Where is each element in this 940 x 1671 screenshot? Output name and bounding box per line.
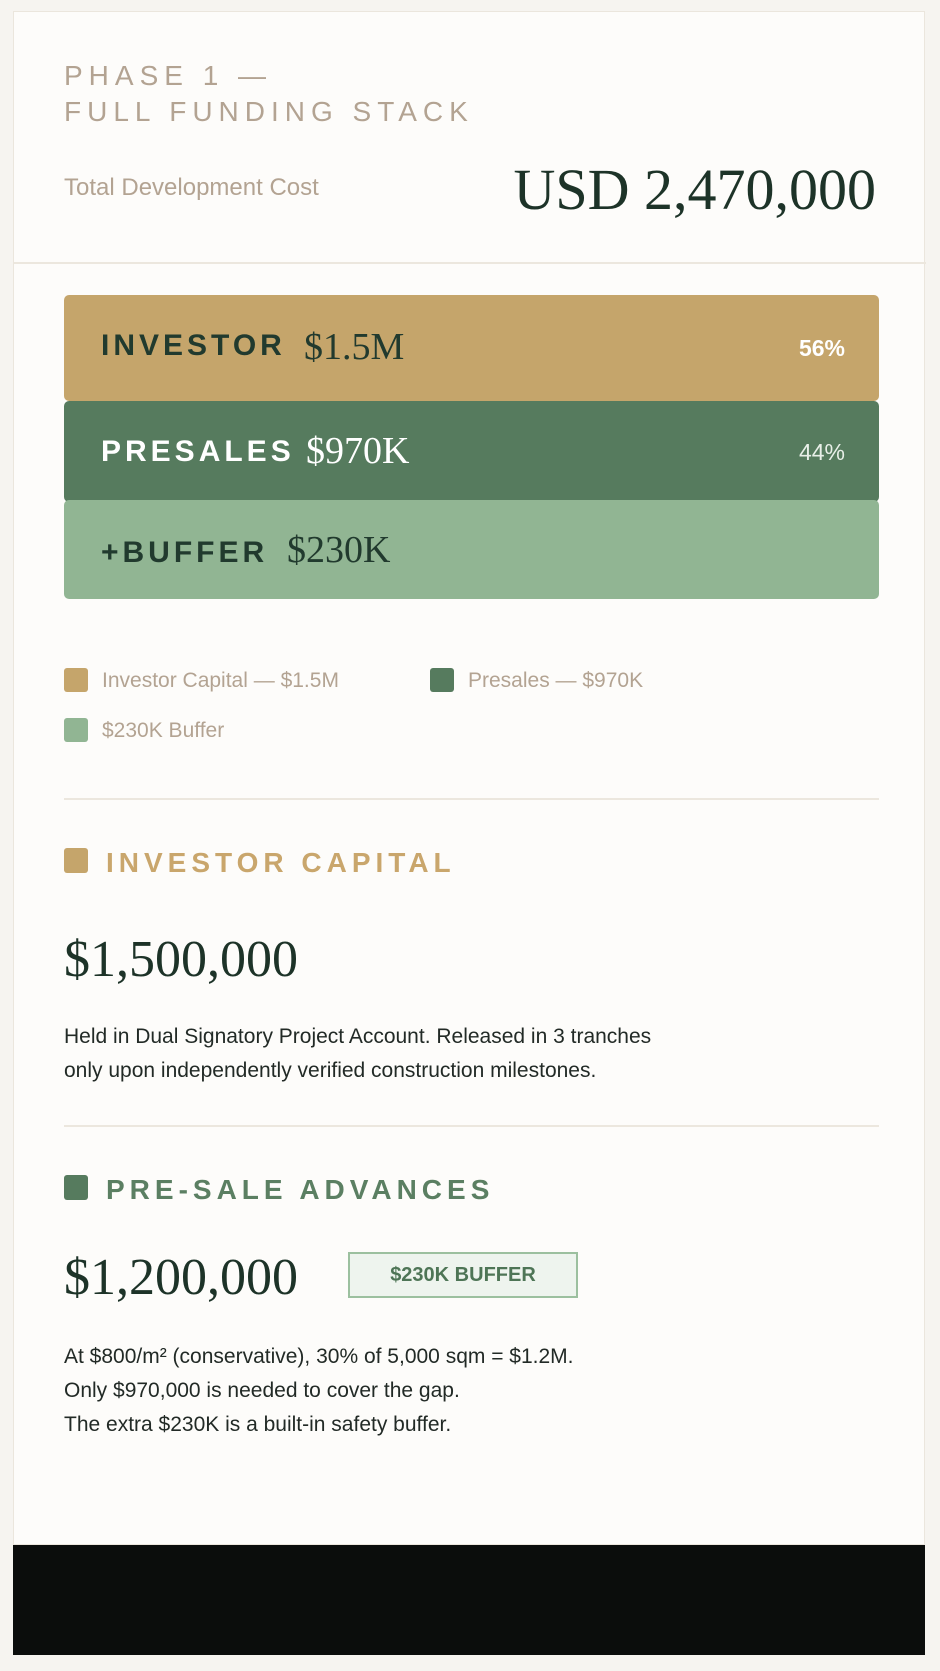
stack-bar-amount: $230K	[287, 529, 391, 571]
stack-bar-investor	[64, 295, 879, 401]
presale-description	[64, 1340, 884, 1442]
total-cost-label: Total Development Cost	[64, 174, 319, 201]
investor-amount: $1,500,000	[64, 931, 298, 988]
legend-label: Presales — $970K	[468, 669, 644, 692]
total-cost-value: USD 2,470,000	[513, 157, 876, 222]
buffer-badge: $230K BUFFER	[348, 1252, 578, 1298]
legend-swatch	[64, 668, 88, 692]
presale-section-title: PRE-SALE ADVANCES	[106, 1174, 495, 1205]
investor-description	[64, 1020, 884, 1088]
stack-bar-percent: 56%	[798, 335, 845, 361]
phase-title-line-1: PHASE 1 —	[64, 60, 273, 91]
card-header	[14, 12, 926, 264]
presale-amount: $1,200,000	[64, 1249, 298, 1306]
legend-label: $230K Buffer	[102, 719, 225, 742]
description-line: At $800/m² (conservative), 30% of 5,000 sqm = $1.2M.	[64, 1345, 574, 1368]
stack-bar-percent: 44%	[798, 439, 845, 465]
presale-section-swatch	[64, 1175, 88, 1200]
stack-bar-name: PRESALES	[101, 435, 295, 468]
stack-bar-amount: $970K	[306, 430, 410, 472]
legend-swatch	[64, 718, 88, 742]
description-line: Held in Dual Signatory Project Account. Released in 3 tranches	[64, 1025, 652, 1048]
description-line: Only $970,000 is needed to cover the gap.	[64, 1379, 460, 1402]
description-line: only upon independently verified construction milestones.	[64, 1059, 597, 1082]
investor-section-title: INVESTOR CAPITAL	[106, 847, 456, 878]
stack-bar-presales	[64, 401, 879, 502]
section-divider	[64, 1125, 879, 1127]
stack-bar-buffer	[64, 500, 879, 599]
stack-bar-amount: $1.5M	[304, 326, 405, 368]
legend-swatch	[430, 668, 454, 692]
phase-title-line-2: FULL FUNDING STACK	[64, 96, 474, 127]
description-line: The extra $230K is a built-in safety buffer.	[64, 1413, 452, 1436]
legend-label: Investor Capital — $1.5M	[102, 669, 339, 692]
footer-bar	[13, 1545, 925, 1655]
stack-bar-name: +BUFFER	[101, 536, 269, 569]
section-divider	[64, 798, 879, 800]
stack-bar-name: INVESTOR	[101, 329, 286, 362]
funding-card	[13, 11, 925, 1545]
investor-section-swatch	[64, 848, 88, 873]
